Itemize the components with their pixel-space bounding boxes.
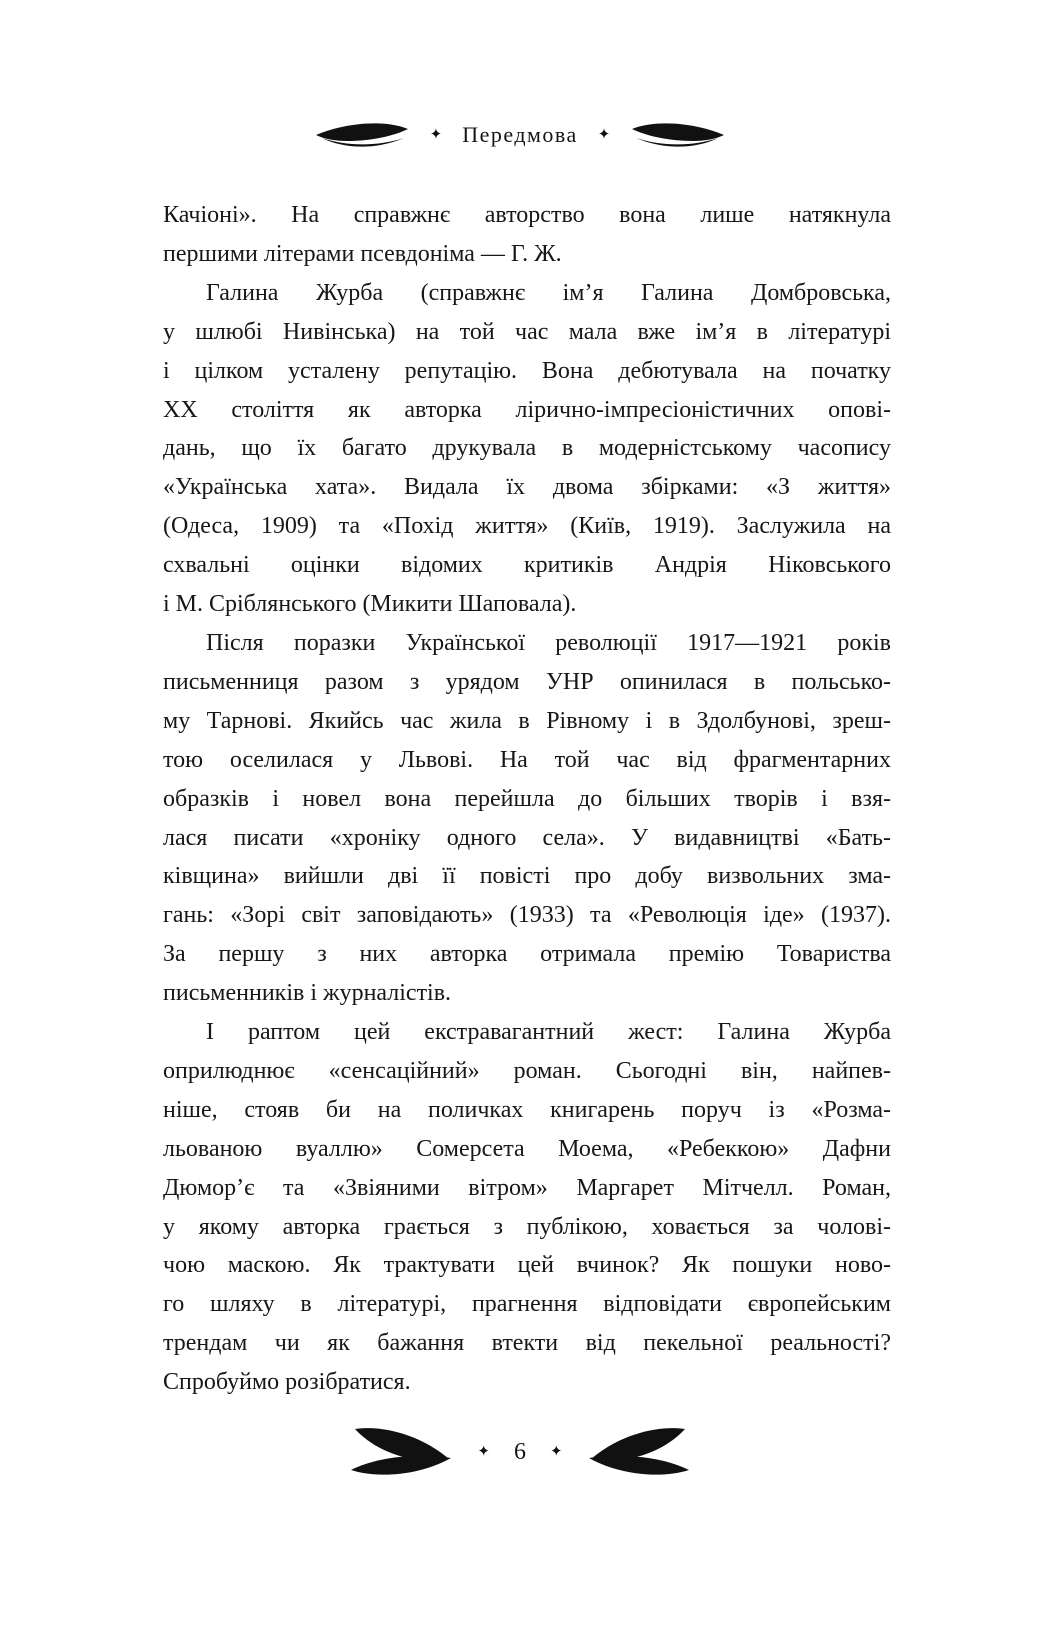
text-line: За першу з них авторка отримала премію Товариства	[163, 941, 891, 968]
text-line: першими літерами псевдоніма — Г. Ж.	[163, 240, 562, 267]
text-line: лася писати «хроніку одного села». У видавництві «Бать-	[163, 824, 891, 851]
page-number: 6	[514, 1438, 526, 1465]
text-line: ХХ століття як авторка лірично-імпресіоністичних опові-	[163, 396, 891, 423]
chapter-title: Передмова	[462, 122, 578, 147]
text-line: дань, що їх багато друкувала в модерністському часопису	[163, 435, 891, 462]
leaf-ornament-footer-right	[587, 1425, 691, 1479]
text-line: і М. Сріблянського (Микити Шаповала).	[163, 591, 577, 618]
leaf-ornament-header-right	[630, 122, 726, 148]
text-line: «Українська хата». Видала їх двома збірками: «З життя»	[163, 474, 891, 501]
diamond-icon: ✦	[550, 1441, 563, 1460]
text-line: і цілком усталену репутацію. Вона дебютувала на початку	[163, 357, 891, 384]
text-line: Галина Журба (справжнє ім’я Галина Домбровська,	[206, 279, 891, 306]
diamond-icon: ✦	[597, 124, 611, 143]
text-line: ківщина» вийшли дві її повісті про добу визвольних зма-	[163, 863, 891, 890]
text-line: гань: «Зорі світ заповідають» (1933) та «Революція іде» (1937).	[163, 902, 891, 929]
text-line: льованою вуаллю» Сомерсета Моема, «Ребеккою» Дафни	[163, 1135, 891, 1162]
text-line: І раптом цей екстравагантний жест: Галина Журба	[206, 1019, 891, 1046]
diamond-icon: ✦	[429, 124, 443, 143]
text-line: тою оселилася у Львові. На той час від фрагментарних	[163, 746, 891, 773]
text-line: оприлюднює «сенсаційний» роман. Сьогодні він, найпев-	[163, 1057, 891, 1084]
paragraph	[163, 624, 891, 1013]
text-line: Дюмор’є та «Звіяними вітром» Маргарет Мітчелл. Роман,	[163, 1174, 891, 1201]
text-line: у якому авторка грається з публікою, ховається за чолові-	[163, 1213, 891, 1240]
text-line: Після поразки Української революції 1917—1921 років	[206, 629, 891, 656]
text-line: образків і новел вона перейшла до більших творів і взя-	[163, 785, 891, 812]
text-line: схвальні оцінки відомих критиків Андрія Ніковського	[163, 552, 891, 579]
paragraph	[163, 1013, 891, 1402]
diamond-icon: ✦	[477, 1441, 490, 1460]
text-line: чою маскою. Як трактувати цей вчинок? Як пошуки ново-	[163, 1252, 891, 1279]
text-line: ніше, стояв би на поличках книгарень поруч із «Розма-	[163, 1096, 891, 1123]
text-line: Спробуймо розібратися.	[163, 1369, 411, 1396]
chapter-header	[0, 118, 1040, 152]
text-line: трендам чи як бажання втекти від пекельної реальності?	[163, 1330, 891, 1357]
leaf-ornament-footer-left	[349, 1425, 453, 1479]
text-line: Качіоні». На справжнє авторство вона лише натякнула	[163, 202, 891, 228]
body-text	[163, 196, 891, 1402]
text-line: (Одеса, 1909) та «Похід життя» (Київ, 1919). Заслужила на	[163, 513, 891, 540]
paragraph	[163, 196, 891, 274]
text-line: му Тарнові. Якийсь час жила в Рівному і в Здолбунові, зреш-	[163, 707, 891, 734]
text-line: го шляху в літературі, прагнення відповідати європейським	[163, 1291, 891, 1318]
text-line: письменниця разом з урядом УНР опинилася в польсько-	[163, 668, 891, 695]
page-footer	[0, 1424, 1040, 1480]
text-line: письменників і журналістів.	[163, 980, 452, 1007]
paragraph	[163, 274, 891, 624]
text-line: у шлюбі Нивінська) на той час мала вже ім’я в літературі	[163, 318, 891, 345]
leaf-ornament-header-left	[314, 122, 410, 148]
